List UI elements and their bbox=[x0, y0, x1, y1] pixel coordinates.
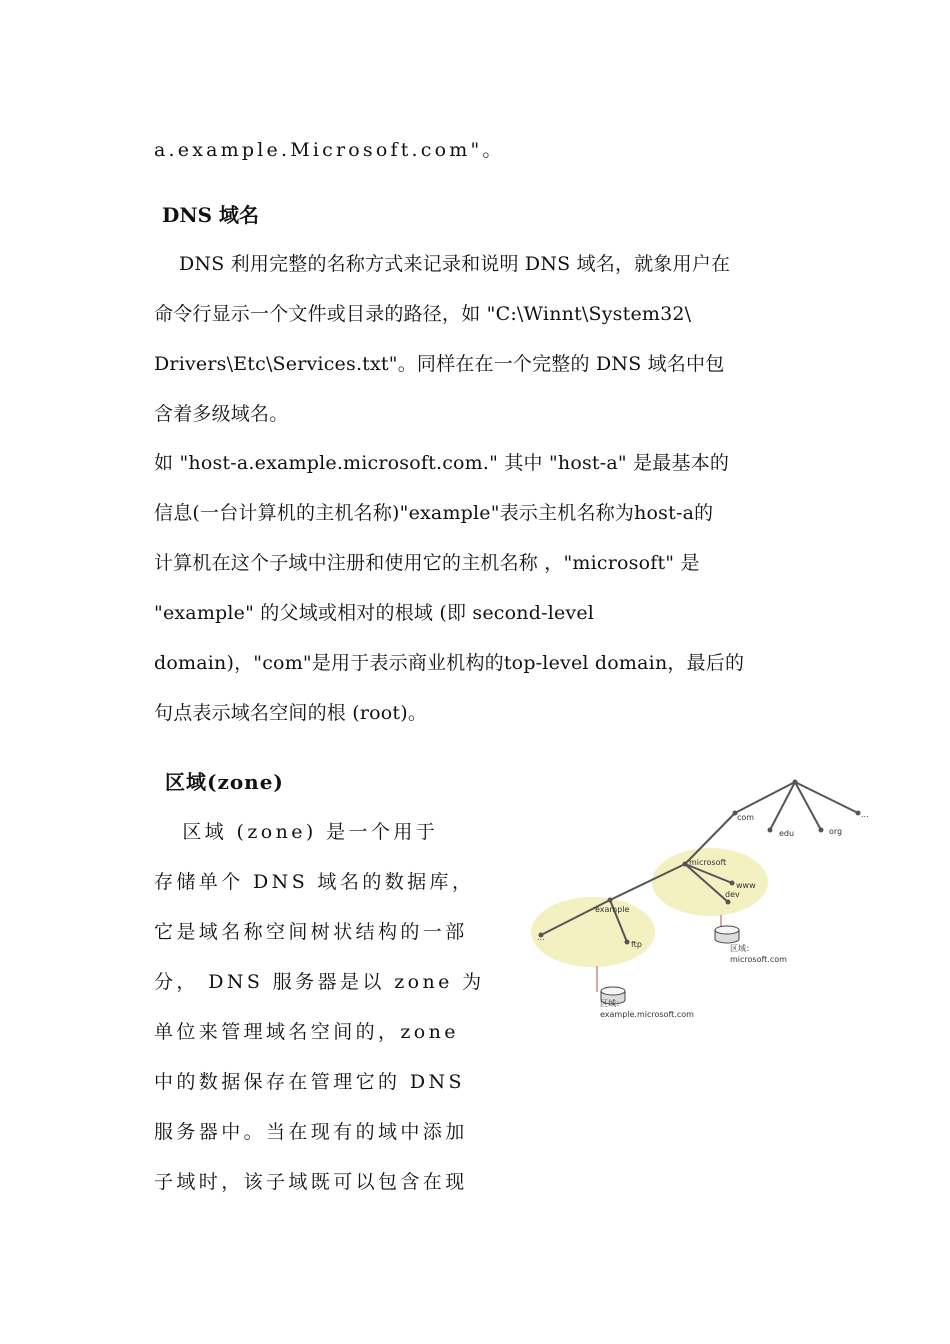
example-zone-area bbox=[531, 897, 655, 967]
example-zone-caption: 区域： bbox=[600, 999, 624, 1008]
com-label: com bbox=[737, 813, 755, 822]
continuation-line: a.example.Microsoft.com"。 bbox=[154, 139, 505, 161]
edu-label: edu bbox=[779, 829, 795, 838]
dns-tree-diagram bbox=[525, 770, 885, 1040]
microsoft-zone-caption: 区域： bbox=[730, 944, 754, 953]
dns-paragraph-line: 含着多级域名。 bbox=[154, 403, 289, 425]
zone-paragraph-line: 子域时，该子域既可以包含在现 bbox=[154, 1171, 468, 1193]
zone-paragraph-line: 存储单个 DNS 域名的数据库， bbox=[154, 871, 475, 893]
org-node bbox=[819, 828, 824, 833]
dns-paragraph-line: "example" 的父域或相对的根域 (即 second-level bbox=[154, 602, 595, 624]
microsoft-label: microsoft bbox=[689, 858, 727, 867]
zone-paragraph-line: 分， DNS 服务器是以 zone 为 bbox=[154, 971, 485, 993]
more-child-label: ... bbox=[537, 933, 545, 942]
ftp-label: ftp bbox=[631, 940, 642, 949]
zone-paragraph-line: 中的数据保存在管理它的 DNS bbox=[154, 1071, 465, 1093]
dns-paragraph-line: 句点表示域名空间的根 (root)。 bbox=[154, 702, 428, 724]
root-node bbox=[793, 780, 798, 785]
zone-paragraph-line: 区域 (zone) 是一个用于 bbox=[154, 821, 439, 843]
dns-heading: DNS 域名 bbox=[162, 203, 260, 227]
dns-paragraph-line: DNS 利用完整的名称方式来记录和说明 DNS 域名，就象用户在 bbox=[154, 253, 731, 275]
dev-node bbox=[726, 900, 731, 905]
zone-paragraph-line: 它是域名称空间树状结构的一部 bbox=[154, 921, 468, 943]
edu-node bbox=[768, 828, 773, 833]
zone-heading: 区域(zone) bbox=[165, 770, 284, 794]
www-label: www bbox=[736, 881, 756, 890]
dns-paragraph-line: domain)，"com"是用于表示商业机构的top-level domain，最后的 bbox=[154, 652, 745, 674]
ftp-node bbox=[625, 940, 630, 945]
example-zone-name: example.microsoft.com bbox=[600, 1010, 694, 1019]
dns-paragraph-line: 如 "host-a.example.microsoft.com." 其中 "host-a" 是最基本的 bbox=[154, 452, 730, 474]
more-tld-label: ... bbox=[861, 810, 869, 819]
zone-paragraph-line: 服务器中。当在现有的域中添加 bbox=[154, 1121, 468, 1143]
microsoft-node bbox=[683, 862, 688, 867]
example-label: example bbox=[595, 905, 630, 914]
www-node bbox=[730, 881, 735, 886]
dns-paragraph-line: 命令行显示一个文件或目录的路径，如 "C:\Winnt\System32\ bbox=[154, 303, 692, 325]
dns-paragraph-line: 信息(一台计算机的主机名称)"example"表示主机名称为host-a的 bbox=[154, 502, 714, 524]
dns-paragraph-line: Drivers\Etc\Services.txt"。同样在在一个完整的 DNS 域名中包 bbox=[154, 353, 725, 375]
zone-paragraph-line: 单位来管理域名空间的，zone bbox=[154, 1021, 459, 1043]
org-label: org bbox=[829, 827, 843, 836]
dev-label: dev bbox=[725, 890, 740, 899]
example-node bbox=[608, 898, 613, 903]
dns-paragraph-line: 计算机在这个子域中注册和使用它的主机名称 ，"microsoft" 是 bbox=[154, 552, 700, 574]
microsoft-zone-name: microsoft.com bbox=[730, 955, 787, 964]
more-tld-node bbox=[856, 811, 861, 816]
microsoft-zone-database-icon bbox=[715, 926, 739, 943]
